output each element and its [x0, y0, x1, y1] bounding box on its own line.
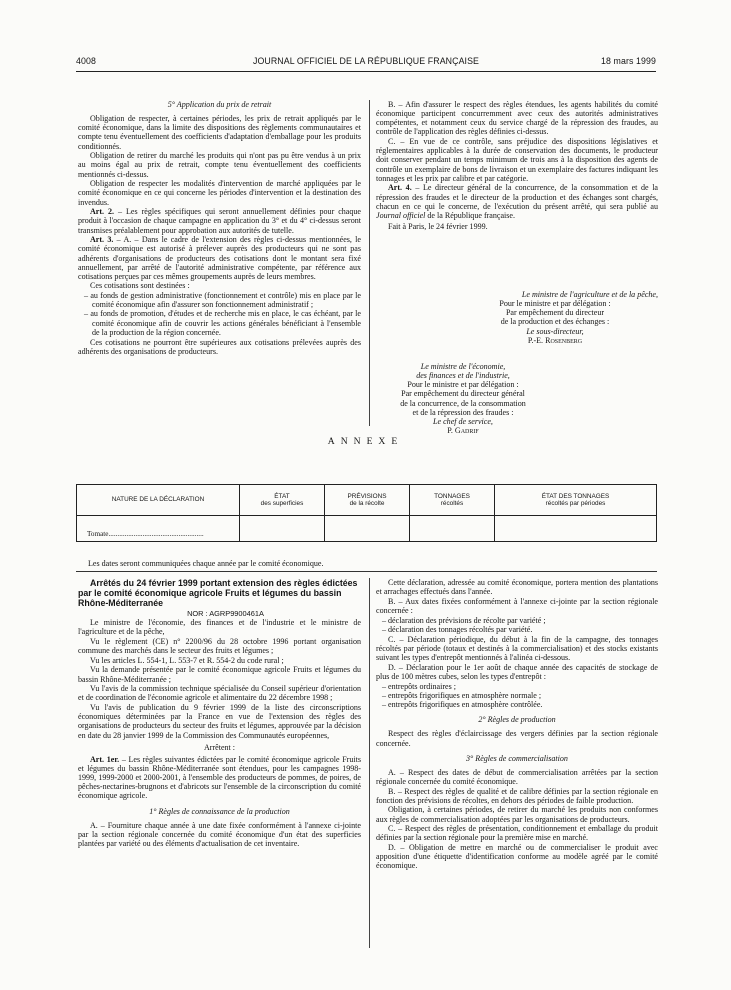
signature-line: Le chef de service, [433, 416, 493, 426]
list-item: – déclaration des prévisions de récolte par variété ; [382, 615, 546, 625]
paragraph: A. – Fourniture chaque année à une date fixée conformément à l'annexe ci-jointe par la section régionale concernée du comité économique d'un état des superficies plantées par variété ou des éléments d'actualisation de cet inventaire. [78, 820, 361, 849]
issue-date: 18 mars 1999 [601, 56, 656, 66]
paragraph: Cette déclaration, adressée au comité économique, portera mention des plantations et arrachages effectués dans l'année. [376, 578, 658, 597]
header-rule [76, 71, 656, 72]
signature-line: des finances et de l'industrie, [416, 371, 510, 381]
list-item: – entrepôts frigorifiques en atmosphère normale ; [382, 690, 542, 700]
journal-title: JOURNAL OFFICIEL DE LA RÉPUBLIQUE FRANÇAISE [252, 56, 480, 66]
signature-block-agriculture [452, 290, 658, 345]
article-4 [376, 183, 658, 220]
table-cell [240, 516, 325, 542]
paragraph: C. – Déclaration périodique, du début à la fin de la campagne, des tonnages récoltés par période (totaux et destinés à la commercialisation) et des stocks existants suivant les types d'entrepôt mentionnés à l'alinéa ci-dessous. [376, 634, 658, 663]
signatory-name: P. Gadrif [447, 426, 479, 436]
column-divider [369, 578, 370, 948]
signature-line: Le sous-directeur, [526, 326, 584, 336]
annexe-title: ANNEXE [327, 436, 404, 447]
section-heading: 1° Règles de connaissance de la production [149, 806, 290, 816]
signatory-name: P.-E. Rosenberg [527, 335, 583, 345]
annexe-table [76, 484, 657, 542]
arretent-heading: Arrêtent : [203, 742, 236, 752]
paragraph: C. – En vue de ce contrôle, sans préjudice des dispositions législatives et réglementaires applicables à la durée de conservation des documents, le producteur doit conserver pendant un temps minimum de trois ans à la disposition des agents de contrôle un exemplaire de bons de livraison et un exemplaire des factures indiquant les tonnages et les prix par calibre et par catégorie. [376, 137, 658, 183]
article-1 [78, 755, 361, 801]
signature-line: et de la répression des fraudes : [412, 407, 514, 417]
article-label: Art. 1er. [90, 754, 120, 764]
column-header: PRÉVISIONS de la récolte [325, 485, 410, 516]
nor-reference: NOR : AGRP9900461A [187, 608, 264, 618]
page-header [76, 56, 656, 72]
bottom-right-column [376, 578, 658, 871]
table-header-row [77, 485, 657, 516]
article-text: – A. – Dans le cadre de l'extension des règles ci-dessus mentionnées, le comité économique est autorisé à prélever auprès des producteurs qui ne sont pas adhérents d'organisations de producteurs des cotisations dont le montant sera fixé annuellement, par arrêté de l'autorité administrative compétente, par référence aux cotisations perçues par ces mêmes groupements auprès de leurs membres. [78, 235, 361, 281]
table-cell [410, 516, 495, 542]
paragraph: Respect des règles d'éclaircissage des vergers définies par la section régionale concernée. [376, 729, 658, 748]
paragraph: Ces cotisations ne pourront être supérieures aux cotisations prélevées auprès des adhérents des organisations de producteurs. [78, 337, 361, 357]
list-item: – entrepôts frigorifiques en atmosphère contrôlée. [382, 700, 543, 710]
section-rule [76, 571, 657, 572]
list [78, 291, 361, 337]
paragraph: Vu les articles L. 554-1, L. 553-7 et R. 554-2 du code rural ; [90, 655, 284, 665]
paragraph: B. – Afin d'assurer le respect des règles étendues, les agents habilités du comité économique participent concurremment avec ceux des autorités administratives compétentes, et notamment ceux du service chargé de la répression des fraudes, au contrôle de l'application des règles définies ci-dessus. [376, 100, 658, 137]
paragraph: Obligation de respecter, à certaines périodes, les prix de retrait appliqués par le comité économique, dans la limite des dispositions des règlements communautaires et compte tenu éventuellement des coefficients d'adaptation d'emballage pour les produits conditionnés. [78, 114, 361, 151]
table-cell [495, 516, 657, 542]
article-label: Art. 3. [90, 235, 114, 245]
column-header: NATURE DE LA DÉCLARATION [77, 485, 240, 516]
paragraph: Vu le règlement (CE) n° 2200/96 du 28 octobre 1996 portant organisation commune des marchés dans le secteur des fruits et légumes ; [78, 636, 361, 656]
article-text: – Les règles spécifiques qui seront annuellement définies pour chaque produit à l'occasion de chaque campagne en application du 3° et du 4° ci-dessus seront transmises préalablement pour approbation aux autorités de tutelle. [78, 207, 361, 235]
paragraph: Obligation de respecter les modalités d'intervention de marché appliquées par le comité économique en ce qui concerne les périodes d'intervention et la destination des invendus. [78, 179, 361, 207]
dateline: Fait à Paris, le 24 février 1999. [388, 222, 488, 232]
article-text: de la République française. [425, 210, 515, 220]
signature-line: de la production et des échanges : [500, 317, 610, 327]
paragraph: D. – Déclaration pour le 1er août de chaque année des capacités de stockage de plus de 100 mètres cubes, selon les types d'entrepôt : [376, 662, 658, 682]
signature-line: Par empêchement du directeur général [401, 389, 525, 399]
paragraph: Vu la demande présentée par le comité économique agricole Fruits et légumes du bassin Rhône-Méditerranée ; [78, 665, 361, 684]
paragraph: B. – Aux dates fixées conformément à l'annexe ci-jointe par la section régionale concernée : [376, 596, 658, 615]
annexe-note: Les dates seront communiquées chaque année par le comité économique. [88, 559, 324, 568]
signature-line: Le ministre de l'agriculture et de la pêche, [521, 290, 658, 299]
list-item: – déclaration des tonnages récoltés par variété. [382, 624, 533, 634]
article-text: – Le directeur général de la concurrence, de la consommation et de la répression des fraudes et le directeur de la production et des échanges sont chargés, chacun en ce qui le concerne, de l'exécution du présent arrêté, qui sera publié au [376, 183, 659, 211]
section-heading: 3° Règles de commercialisation [466, 753, 568, 763]
paragraph: A. – Respect des dates de début de commercialisation arrêtées par la section régionale concernée du comité économique. [376, 767, 658, 786]
list [376, 616, 658, 634]
signature-line: Pour le ministre et par délégation : [499, 299, 611, 309]
paragraph: Obligation de retirer du marché les produits qui n'ont pas pu être vendus à un prix au moins égal au prix de retrait, compte tenu éventuellement des coefficients mentionnés ci-dessus. [78, 151, 361, 179]
article-3 [78, 235, 361, 281]
article-2 [78, 207, 361, 234]
journal-name: Journal officiel [376, 210, 426, 220]
paragraph: Le ministre de l'économie, des finances et de l'industrie et le ministre de l'agriculture et de la pêche, [78, 618, 361, 637]
column-divider [369, 100, 370, 426]
signature-line: Le ministre de l'économie, [420, 362, 506, 371]
section-heading: 5° Application du prix de retrait [167, 100, 272, 109]
page-number: 4008 [76, 56, 96, 66]
paragraph: D. – Obligation de mettre en marché ou de commercialiser le produit avec apposition d'une étiquette d'identification conforme au modèle agréé par le comité économique. [376, 843, 658, 871]
paragraph: Vu l'avis de la commission technique spécialisée du Conseil supérieur d'orientation et de coordination de l'économie agricole et alimentaire du 22 décembre 1998 ; [78, 684, 361, 703]
list-item: – au fonds de promotion, d'études et de recherche mis en place, le cas échéant, par le comité économique afin de couvrir les actions générales bénéficiant à l'ensemble de la production de la région concernée. [84, 309, 361, 337]
column-header: TONNAGES récoltés [410, 485, 495, 516]
article-label: Art. 2. [90, 207, 115, 217]
article-text: – Les règles suivantes édictées par le comité économique agricole Fruits et légumes du bassin Rhône-Méditerranée sont étendues, pour les campagnes 1998-1999, 1999-2000 et 2000-2001, à l'ensemble des producteurs de pommes, de poires, de pêches-nectarines-brugnons et d'abricots sur l'ensemble de la circonscription du comité économique agricole. [78, 754, 361, 801]
paragraph: Obligation, à certaines périodes, de retirer du marché les produits non conformes aux règles de commercialisation adoptées par les organisations de producteurs. [376, 805, 658, 824]
top-left-column [78, 100, 361, 357]
signature-line: Par empêchement du directeur [505, 308, 605, 318]
paragraph: Ces cotisations sont destinées : [90, 281, 190, 291]
list [376, 682, 658, 709]
list-item: – au fonds de gestion administrative (fonctionnement et contrôle) mis en place par le comité économique afin d'assurer son fonctionnement administratif ; [84, 291, 361, 310]
decree-title: Arrêtés du 24 février 1999 portant extension des règles édictées par le comité économique agricole Fruits et légumes du bassin Rhône-Méditerranée [78, 578, 358, 608]
signature-block-economie [372, 362, 554, 435]
paragraph: B. – Respect des règles de qualité et de calibre définies par la section régionale en fonction des prévisions de récoltes, en dehors des périodes de faible production. [376, 786, 658, 805]
table-row [77, 516, 657, 542]
table-cell [325, 516, 410, 542]
paragraph: C. – Respect des règles de présentation, conditionnement et emballage du produit définies par la section régionale pour la première mise en marché. [376, 824, 658, 843]
section-heading: 2° Règles de production [478, 715, 556, 725]
table-cell: Tomate..................................................... [77, 516, 240, 542]
top-right-column [376, 100, 658, 232]
signature-line: de la concurrence, de la consommation [400, 398, 526, 408]
signature-line: Pour le ministre et par délégation : [407, 380, 519, 390]
column-header: ÉTAT DES TONNAGES récoltés par périodes [495, 485, 657, 516]
paragraph: Vu l'avis de publication du 9 février 1999 de la liste des circonscriptions économiques déterminées par la France en vue de l'extension des règles des organisations de producteurs du secteur des fruits et légumes, approuvée par la décision en date du 28 janvier 1999 de la Commission des Communautés européennes, [78, 703, 361, 740]
bottom-left-column [78, 578, 361, 849]
list-item: – entrepôts ordinaires ; [382, 681, 456, 691]
article-label: Art. 4. [388, 183, 412, 193]
column-header: ÉTAT des superficies [240, 485, 325, 516]
